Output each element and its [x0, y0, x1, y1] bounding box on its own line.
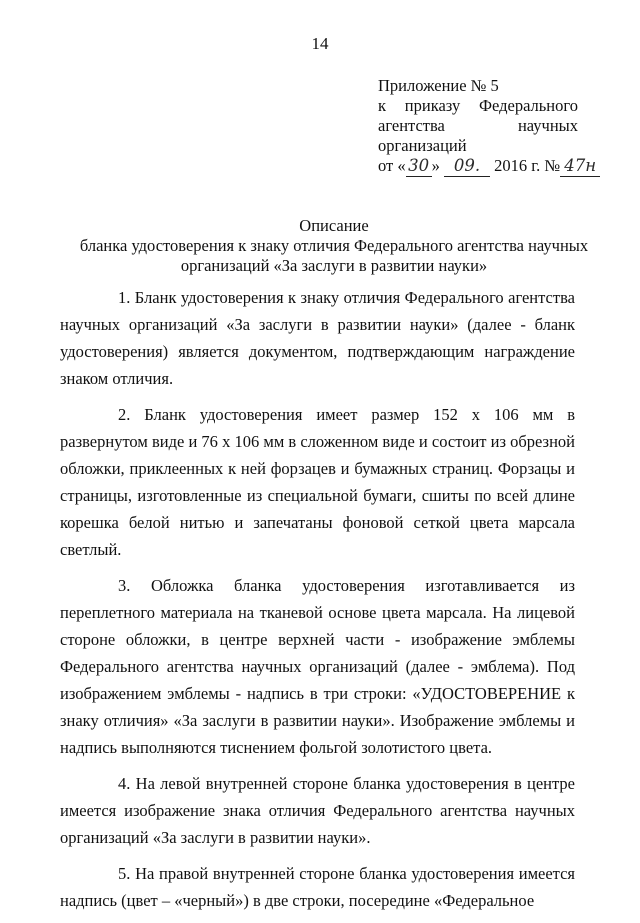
document-body	[60, 284, 575, 923]
appendix-line-4: организаций	[378, 136, 467, 155]
appendix-word: к	[378, 96, 387, 115]
handwritten-order-number: 47н	[560, 156, 600, 177]
paragraph-1: 1. Бланк удостоверения к знаку отличия Федерального агентства научных организаций «За заслуги в развитии науки» (далее - бланк удостоверения) является документом, подтверждающим награждение знаком отличия.	[60, 288, 575, 388]
title-line-1: Описание	[299, 216, 369, 235]
handwritten-month: 09.	[444, 156, 490, 177]
appendix-line-2	[378, 96, 578, 116]
appendix-word: агентства	[378, 116, 445, 135]
title-line-3: организаций «За заслуги в развитии науки»	[180, 256, 488, 275]
title-line-2: бланка удостоверения к знаку отличия Федерального агентства научных	[79, 236, 589, 255]
appendix-line-3	[378, 116, 578, 136]
handwritten-day: 30	[406, 156, 432, 177]
page-number: 14	[311, 34, 329, 53]
appendix-word: научных	[517, 116, 578, 135]
date-prefix: от «	[378, 156, 406, 175]
appendix-date-line	[378, 156, 597, 177]
paragraph-3: 3. Обложка бланка удостоверения изготавливается из переплетного материала на тканевой основе цвета марсала. На лицевой стороне обложки, в центре верхней части - изображение эмблемы Федерального агентства научных организаций (далее - эмблема). Под изображением эмблемы - надпись в три строки: «УДОСТОВЕРЕНИЕ к знаку отличия» «За заслуги в развитии науки». Изображение эмблемы и надпись выполняются тиснением фольгой золотистого цвета.	[60, 576, 575, 757]
appendix-header	[378, 76, 597, 177]
paragraph-2: 2. Бланк удостоверения имеет размер 152 х 106 мм в развернутом виде и 76 х 106 мм в сложенном виде и состоит из обрезной обложки, приклеенных к ней форзацев и бумажных страниц. Форзацы и страницы, изготовленные из специальной бумаги, сшиты по всей длине корешка белой нитью и запечатаны фоновой сеткой цвета марсала светлый.	[60, 405, 575, 559]
paragraph-5: 5. На правой внутренней стороне бланка удостоверения имеется надпись (цвет – «черный») в две строки, посередине «Федеральное	[60, 864, 575, 910]
appendix-word: Федерального	[478, 96, 578, 115]
date-separator: »	[431, 156, 440, 175]
document-title	[60, 216, 608, 276]
appendix-word: приказу	[404, 96, 461, 115]
date-year: 2016 г. №	[494, 156, 561, 175]
paragraph-4: 4. На левой внутренней стороне бланка удостоверения в центре имеется изображение знака отличия Федерального агентства научных организаций «За заслуги в развитии науки».	[60, 774, 575, 847]
appendix-title: Приложение № 5	[378, 76, 499, 95]
